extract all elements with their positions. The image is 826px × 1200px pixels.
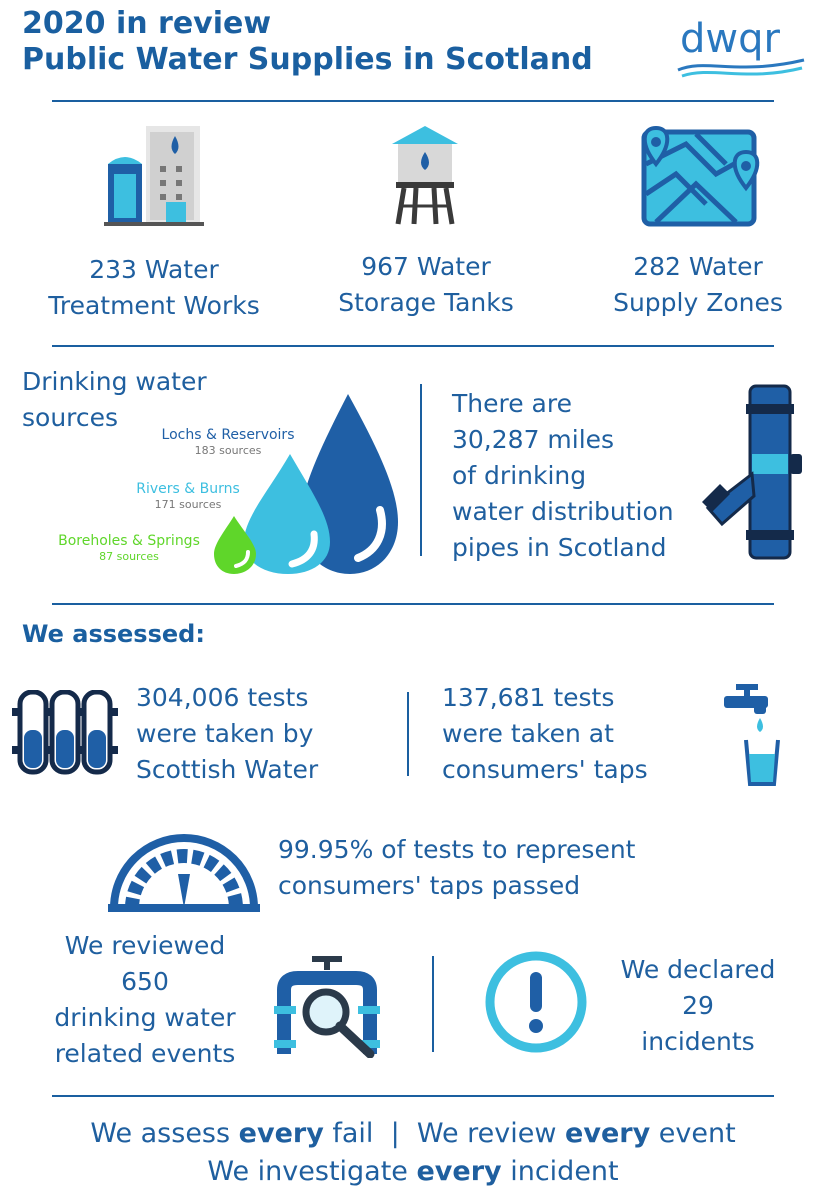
scottish-water-tests [136, 680, 376, 788]
exclamation-icon [484, 950, 588, 1054]
pipes-line: 30,287 miles [452, 425, 615, 454]
source-count: 171 sources [154, 498, 222, 511]
pipe-icon [700, 384, 804, 560]
dwqr-logo [676, 12, 806, 82]
footer-text: incident [501, 1156, 619, 1187]
gauge-icon [108, 824, 260, 912]
pipe-inspection-icon [274, 954, 380, 1058]
tests-passed [278, 832, 718, 904]
source-boreholes [44, 532, 214, 564]
sources-heading-line1: Drinking water [22, 367, 207, 396]
source-count: 87 sources [99, 550, 159, 563]
map-pin-icon [636, 124, 762, 228]
treatment-works-icon [104, 124, 204, 228]
pipes-line: of drinking [452, 461, 587, 490]
stat-zones-line2: Supply Zones [613, 288, 783, 317]
stat-storage-line1: 967 Water [361, 252, 491, 281]
source-name: Boreholes & Springs [58, 533, 200, 549]
footer-text: We investigate [207, 1156, 417, 1187]
passed-line: 99.95% of tests to represent [278, 835, 636, 864]
svg-text:dwqr: dwqr [680, 16, 780, 62]
events-reviewed [30, 928, 260, 1072]
pipes-line: pipes in Scotland [452, 533, 667, 562]
consumer-tap-tests [442, 680, 692, 788]
pipes-line: water distribution [452, 497, 674, 526]
stat-treatment-works [20, 252, 288, 324]
tests-line: were taken by [136, 719, 314, 748]
page-title [22, 6, 593, 78]
declared-line: 29 [682, 991, 714, 1020]
footer-emphasis: every [416, 1156, 502, 1187]
water-tower-icon [388, 126, 462, 226]
tests-line: 304,006 tests [136, 683, 309, 712]
pipes-line: There are [452, 389, 572, 418]
stat-treatment-line2: Treatment Works [48, 291, 260, 320]
footer-text: fail | We review [323, 1118, 566, 1149]
source-name: Rivers & Burns [136, 481, 240, 497]
tests-line: were taken at [442, 719, 614, 748]
footer-line-2 [0, 1154, 826, 1190]
tests-line: 137,681 tests [442, 683, 615, 712]
footer-line-1 [0, 1116, 826, 1152]
incidents-declared [598, 952, 798, 1060]
source-name: Lochs & Reservoirs [161, 427, 295, 443]
source-count: 183 sources [194, 444, 262, 457]
divider [52, 1095, 774, 1097]
source-rivers [118, 480, 258, 512]
divider [52, 100, 774, 102]
source-lochs [148, 426, 308, 458]
tests-line: consumers' taps [442, 755, 648, 784]
test-tubes-icon [10, 690, 120, 780]
divider [52, 345, 774, 347]
tests-line: Scottish Water [136, 755, 319, 784]
divider [407, 692, 409, 776]
footer-emphasis: every [565, 1118, 651, 1149]
stat-zones-line1: 282 Water [633, 252, 763, 281]
footer-text: event [650, 1118, 736, 1149]
stat-storage-line2: Storage Tanks [338, 288, 514, 317]
divider [420, 384, 422, 556]
divider [432, 956, 434, 1052]
divider [52, 603, 774, 605]
title-line-2: Public Water Supplies in Scotland [22, 42, 593, 77]
pipes-text [452, 386, 702, 566]
sources-heading-line2: sources [22, 403, 119, 432]
tap-glass-icon [722, 682, 784, 786]
stat-treatment-line1: 233 Water [89, 255, 219, 284]
declared-line: incidents [641, 1027, 755, 1056]
stat-supply-zones [568, 249, 826, 321]
reviewed-line: We reviewed [64, 931, 226, 960]
stat-storage-tanks [296, 249, 556, 321]
passed-line: consumers' taps passed [278, 871, 581, 900]
footer-emphasis: every [238, 1118, 324, 1149]
title-line-1: 2020 in review [22, 6, 272, 41]
reviewed-line: drinking water [54, 1003, 236, 1032]
assessed-heading: We assessed: [22, 620, 205, 648]
reviewed-line: related events [54, 1039, 236, 1068]
footer-text: We assess [90, 1118, 239, 1149]
reviewed-line: 650 [121, 967, 169, 996]
declared-line: We declared [620, 955, 776, 984]
